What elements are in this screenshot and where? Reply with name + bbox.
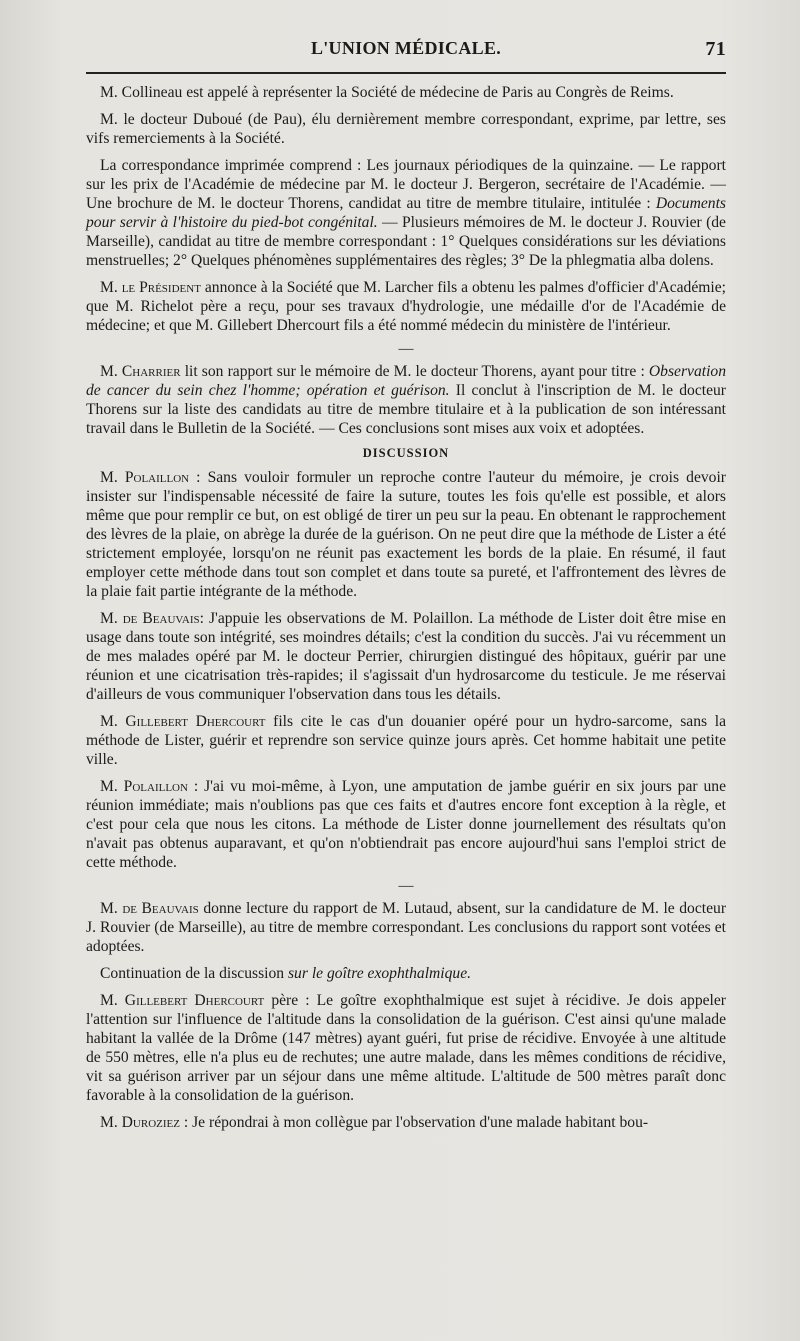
- paragraph: M. le docteur Duboué (de Pau), élu dernièrement membre correspondant, exprime, par lettre, ses vifs remerciements à la Société.: [86, 111, 726, 147]
- paragraph: M. de Beauvais donne lecture du rapport de M. Lutaud, absent, sur la candidature de M. le docteur J. Rouvier (de Marseille), au titre de membre correspondant. Les conclusions du rapport sont votées et adoptées.: [86, 900, 727, 955]
- italic-title: Documents pour servir à l'histoire du pied-bot congénital.: [86, 195, 726, 231]
- paragraph: M. Charrier lit son rapport sur le mémoire de M. le docteur Thorens, ayant pour titre : Observation de cancer du sein chez l'homme; opération et guérison. Il conclut à l'inscription de M. le docteur Thorens sur la liste des candidats au titre de membre titulaire et à la publication de son intéressant travail dans le Bulletin de la Société. — Ces conclusions sont mises aux voix et adoptées.: [86, 363, 726, 437]
- paragraph: M. Collineau est appelé à représenter la Société de médecine de Paris au Congrès de Reims.: [100, 84, 674, 101]
- speaker: M. de Beauvais: [100, 610, 200, 627]
- italic-title: Observation de cancer du sein chez l'homme; opération et guérison.: [86, 363, 726, 399]
- paragraph: Continuation de la discussion sur le goître exophthalmique.: [100, 965, 472, 982]
- paragraph: M. Gillebert Dhercourt père : Le goître exophthalmique est sujet à récidive. Je dois appeler l'attention sur l'influence de l'altitude dans la consolidation de la guérison. C'est ainsi qu'une malade habitant la vallée de la Drôme (147 mètres) ayant guéri, fut prise de récidive. Envoyée à une altitude de 550 mètres, elle n'a plus eu de rechutes; une autre malade, dans les mêmes conditions de récidive, vit sa guérison arriver par un séjour dans une même altitude. L'altitude de 500 mètres paraît donc favorable à la consolidation de la guérison.: [86, 992, 726, 1104]
- separator-dash: —: [398, 341, 414, 357]
- paragraph: La correspondance imprimée comprend : Les journaux périodiques de la quinzaine. — Le rapport sur les prix de l'Académie de médecine par M. le docteur J. Bergeron, secrétaire de l'Académie. — Une brochure de M. le docteur Thorens, candidat au titre de membre titulaire, intitulée : Documents pour servir à l'histoire du pied-bot congénital. — Plusieurs mémoires de M. le docteur J. Rouvier (de Marseille), candidat au titre de membre correspondant : 1° Quelques considérations sur les déviations menstruelles; 2° Quelques phénomènes supplémentaires des règles; 3° De la phlegmatia alba dolens.: [86, 157, 726, 269]
- section-heading: DISCUSSION: [362, 446, 450, 460]
- speaker: M. Gillebert Dhercourt: [100, 713, 266, 730]
- header-rule: [86, 72, 726, 74]
- paragraph: M. le Président annonce à la Société que M. Larcher fils a obtenu les palmes d'officier d'Académie; que M. Richelot père a reçu, pour ses travaux d'hydrologie, une médaille d'or de l'Académie de médecine; et que M. Gillebert Dhercourt fils a été nommé médecin du ministère de l'intérieur.: [86, 279, 726, 334]
- speaker: M. Polaillon: [100, 469, 190, 486]
- paragraph: M. Duroziez : Je répondrai à mon collègue par l'observation d'une malade habitant bou-: [100, 1114, 649, 1131]
- speaker: M. le Président: [100, 279, 201, 296]
- paragraph: M. Gillebert Dhercourt fils cite le cas d'un douanier opéré pour un hydro-sarcome, sans la méthode de Lister, guérir et reprendre son service quinze jours après. Cet homme habitait une petite ville.: [86, 713, 726, 768]
- paragraph: M. Polaillon : Sans vouloir formuler un reproche contre l'auteur du mémoire, je crois devoir insister sur l'indispensable nécessité de faire la suture, toutes les fois qu'elle est possible, et alors même que pour remplir ce but, on est obligé de tirer un peu sur la peau. En obtenant le rapprochement des lèvres de la plaie, on abrège la durée de la guérison. On ne peut dire que la méthode de Lister a été strictement employée, lorsqu'on ne réunit pas exactement les bords de la plaie. En résumé, il faut employer cette méthode dans tout son complet et dans toute sa pureté, et l'affrontement des lèvres de la plaie fait partie intégrante de la méthode.: [86, 469, 726, 600]
- journal-title: L'UNION MÉDICALE.: [310, 38, 502, 58]
- running-head: [86, 38, 726, 68]
- speaker: M. Charrier: [100, 363, 181, 380]
- separator-dash: —: [398, 878, 414, 894]
- italic-title: sur le goître exophthalmique.: [287, 965, 472, 982]
- speaker: M. Gillebert Dhercourt: [100, 992, 265, 1009]
- speaker: M. de Beauvais: [100, 900, 199, 917]
- speaker: M. Polaillon: [100, 778, 188, 795]
- paragraph: M. Polaillon : J'ai vu moi-même, à Lyon, une amputation de jambe guérir en six jours par une réunion immédiate; mais n'oublions pas que ces faits et d'autres encore font exception à la règle, et c'est pour cela que nous les citons. La méthode de Lister donne journellement des résultats qu'on n'avait pas obtenus auparavant, et qu'on n'obtiendrait pas encore aujourd'hui sans l'emploi strict de cette méthode.: [86, 778, 726, 871]
- page-number: 71: [705, 38, 726, 60]
- paragraph: M. de Beauvais: J'appuie les observations de M. Polaillon. La méthode de Lister doit être mise en usage dans toute son intégrité, ses moindres détails; c'est la condition du succès. J'ai vu récemment un de mes malades opéré par M. le docteur Perrier, chirurgien distingué des hôpitaux, guérir par une réunion et une cicatrisation très-rapides; il s'agissait d'un hydrosarcome du testicule. Je me réservai d'ailleurs de vous communiquer l'observation dans tous les détails.: [86, 610, 726, 703]
- speaker: M. Duroziez: [100, 1114, 180, 1131]
